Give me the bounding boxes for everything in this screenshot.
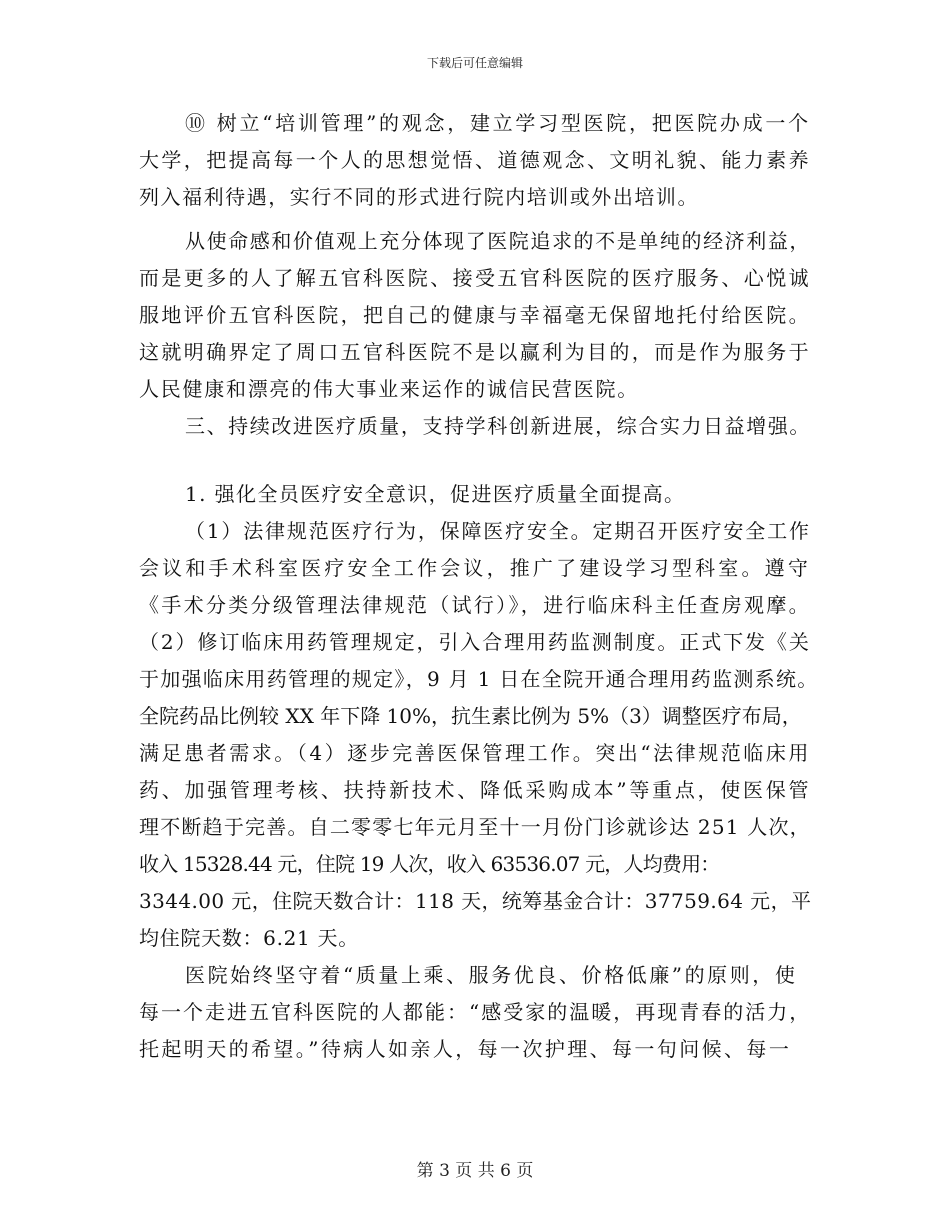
text-line: （2）修订临床用药管理规定，引入合理用药监测制度。正式下发《关 (139, 630, 811, 654)
text-line: 均住院天数：6.21 天。 (139, 926, 359, 950)
text-line: 会议和手术科室医疗安全工作会议，推广了建设学习型科室。遵守 (139, 556, 811, 580)
text-line: 列入福利待遇，实行不同的形式进行院内培训或外出培训。 (139, 185, 699, 209)
page-footer: 第 3 页 共 6 页 (416, 1161, 534, 1181)
page-header: 下载后可任意编辑 (426, 56, 523, 70)
text-line: （1）法律规范医疗行为，保障医疗安全。定期召开医疗安全工作 (185, 519, 811, 543)
text-line: 人民健康和漂亮的伟大事业来运作的诚信民营医院。 (139, 377, 639, 401)
text-line: ⑩ 树立“培训管理”的观念，建立学习型医院，把医院办成一个 (185, 111, 811, 135)
text-line: 而是更多的人了解五官科医院、接受五官科医院的医疗服务、心悦诚 (139, 266, 811, 290)
subsection-heading: 1. 强化全员医疗安全意识，促进医疗质量全面提高。 (185, 482, 686, 506)
text-line: 全院药品比例较 XX 年下降 10%，抗生素比例为 5%（3）调整医疗布局， (139, 704, 802, 728)
text-line: 每一个走进五官科医院的人都能：“感受家的温暖，再现青春的活力， (139, 1000, 812, 1024)
text-line: 这就明确界定了周口五官科医院不是以赢利为目的，而是作为服务于 (139, 340, 811, 364)
text-line: 理不断趋于完善。自二零零七年元月至十一月份门诊就诊达 251 人次， (139, 815, 811, 839)
text-line: 从使命感和价值观上充分体现了医院追求的不是单纯的经济利益， (185, 229, 811, 253)
text-line: 满足患者需求。（4）逐步完善医保管理工作。突出“法律规范临床用 (139, 741, 811, 765)
text-line: 药、加强管理考核、扶持新技术、降低采购成本”等重点，使医保管 (139, 778, 812, 802)
section-heading: 三、持续改进医疗质量，支持学科创新进展，综合实力日益增强。 (185, 414, 811, 438)
text-line: 《手术分类分级管理法律规范（试行）》，进行临床科主任查房观摩。 (139, 593, 811, 617)
text-line: 于加强临床用药管理的规定》，9 月 1 日在全院开通合理用药监测系统。 (139, 667, 819, 691)
text-line: 收入 15328.44 元，住院 19 人次，收入 63536.07 元，人均费用： (139, 852, 720, 876)
text-line: 托起明天的希望。”待病人如亲人，每一次护理、每一句问候、每一 (139, 1037, 792, 1061)
text-line: 服地评价五官科医院，把自己的健康与幸福毫无保留地托付给医院。 (139, 303, 811, 327)
text-line: 医院始终坚守着“质量上乘、服务优良、价格低廉”的原则，使 (185, 963, 798, 987)
text-line: 3344.00 元，住院天数合计：118 天，统筹基金合计：37759.64 元，平 (139, 889, 812, 913)
text-line: 大学，把提高每一个人的思想觉悟、道德观念、文明礼貌、能力素养 (139, 148, 811, 172)
